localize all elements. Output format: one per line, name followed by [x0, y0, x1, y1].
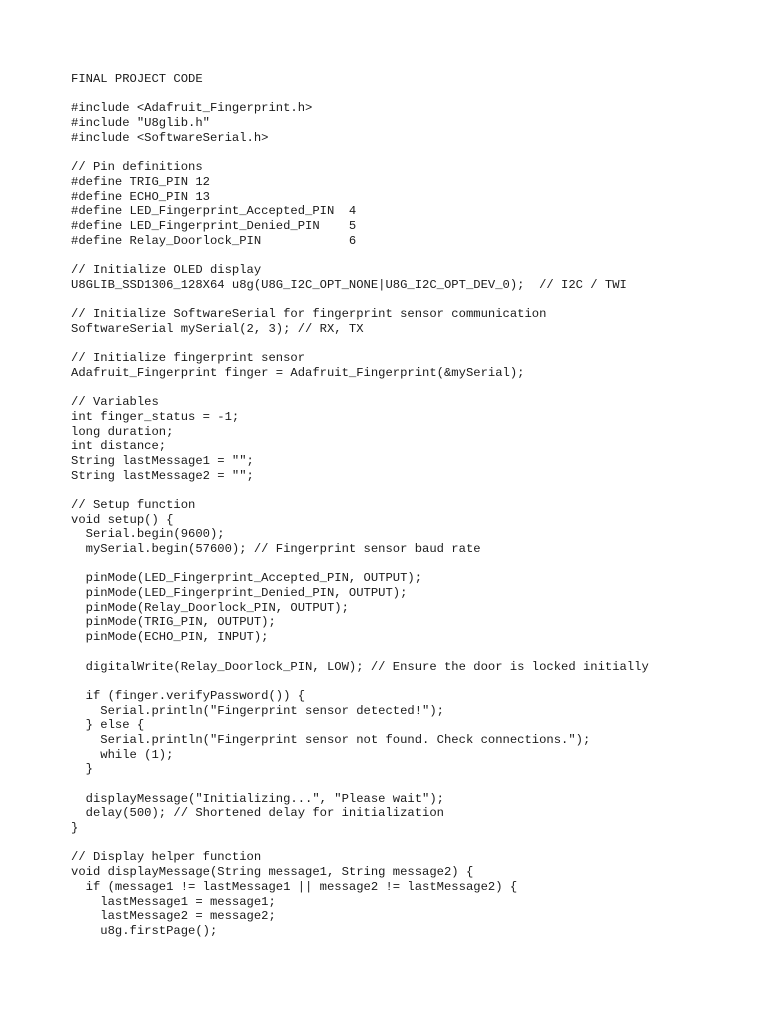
- code-line: pinMode(Relay_Doorlock_PIN, OUTPUT);: [71, 600, 349, 615]
- code-line: U8GLIB_SSD1306_128X64 u8g(U8G_I2C_OPT_NONE|U8G_I2C_OPT_DEV_0); // I2C / TWI: [71, 277, 627, 292]
- code-line: // Initialize OLED display: [71, 262, 262, 277]
- code-line: void setup() {: [71, 512, 174, 527]
- code-line: void displayMessage(String message1, String message2) {: [71, 865, 474, 880]
- code-line: while (1);: [71, 747, 174, 762]
- code-line: Serial.println("Fingerprint sensor not found. Check connections.");: [71, 732, 591, 747]
- code-line: #include "U8glib.h": [71, 116, 210, 131]
- code-line: [71, 483, 649, 498]
- code-line: delay(500); // Shortened delay for initialization: [71, 806, 444, 821]
- code-line: }: [71, 821, 79, 836]
- code-line: [71, 87, 649, 102]
- code-line: lastMessage1 = message1;: [71, 894, 276, 909]
- code-line: if (finger.verifyPassword()) {: [71, 688, 306, 703]
- code-line: [71, 248, 649, 263]
- code-line: #include <SoftwareSerial.h>: [71, 130, 269, 145]
- code-listing: [71, 72, 649, 939]
- code-line: // Setup function: [71, 497, 196, 512]
- code-line: mySerial.begin(57600); // Fingerprint sensor baud rate: [71, 542, 481, 556]
- code-line: Adafruit_Fingerprint finger = Adafruit_Fingerprint(&mySerial);: [71, 365, 525, 380]
- code-line: [71, 145, 649, 160]
- code-line: lastMessage2 = message2;: [71, 909, 276, 924]
- code-line: // Variables: [71, 395, 159, 410]
- code-line: pinMode(LED_Fingerprint_Denied_PIN, OUTPUT);: [71, 586, 408, 601]
- code-line: [71, 557, 649, 572]
- code-line: #include <Adafruit_Fingerprint.h>: [71, 101, 313, 116]
- code-line: int distance;: [71, 439, 167, 454]
- code-line: // Initialize fingerprint sensor: [71, 351, 306, 366]
- code-line: #define LED_Fingerprint_Accepted_PIN 4: [71, 204, 357, 219]
- code-line: #define TRIG_PIN 12: [71, 174, 210, 189]
- code-line: displayMessage("Initializing...", "Please wait");: [71, 791, 444, 806]
- code-line: #define LED_Fingerprint_Denied_PIN 5: [71, 218, 357, 233]
- code-line: // Initialize SoftwareSerial for fingerprint sensor communication: [71, 307, 547, 321]
- code-line: if (message1 != lastMessage1 || message2 != lastMessage2) {: [71, 879, 518, 894]
- document-title: FINAL PROJECT CODE: [71, 72, 203, 86]
- code-line: SoftwareSerial mySerial(2, 3); // RX, TX: [71, 321, 364, 336]
- code-line: }: [71, 762, 93, 777]
- code-line: [71, 292, 649, 307]
- code-line: String lastMessage1 = "";: [71, 453, 254, 468]
- code-line: } else {: [71, 718, 145, 733]
- code-line: long duration;: [71, 424, 174, 439]
- code-line: u8g.firstPage();: [71, 923, 218, 938]
- code-line: // Pin definitions: [71, 160, 203, 175]
- code-line: pinMode(LED_Fingerprint_Accepted_PIN, OUTPUT);: [71, 571, 423, 586]
- code-line: pinMode(ECHO_PIN, INPUT);: [71, 630, 269, 645]
- code-line: String lastMessage2 = "";: [71, 468, 254, 483]
- code-line: Serial.begin(9600);: [71, 527, 225, 542]
- code-line: // Display helper function: [71, 850, 262, 865]
- code-line: pinMode(TRIG_PIN, OUTPUT);: [71, 615, 276, 630]
- code-line: [71, 645, 649, 660]
- code-line: [71, 674, 649, 689]
- code-line: #define ECHO_PIN 13: [71, 189, 210, 204]
- code-line: [71, 380, 649, 395]
- code-line: [71, 836, 649, 851]
- code-line: [71, 336, 649, 351]
- code-line: #define Relay_Doorlock_PIN 6: [71, 233, 357, 248]
- code-line: int finger_status = -1;: [71, 409, 240, 424]
- code-line: Serial.println("Fingerprint sensor detected!");: [71, 703, 444, 718]
- code-line: digitalWrite(Relay_Doorlock_PIN, LOW); // Ensure the door is locked initially: [71, 659, 649, 674]
- code-line: [71, 777, 649, 792]
